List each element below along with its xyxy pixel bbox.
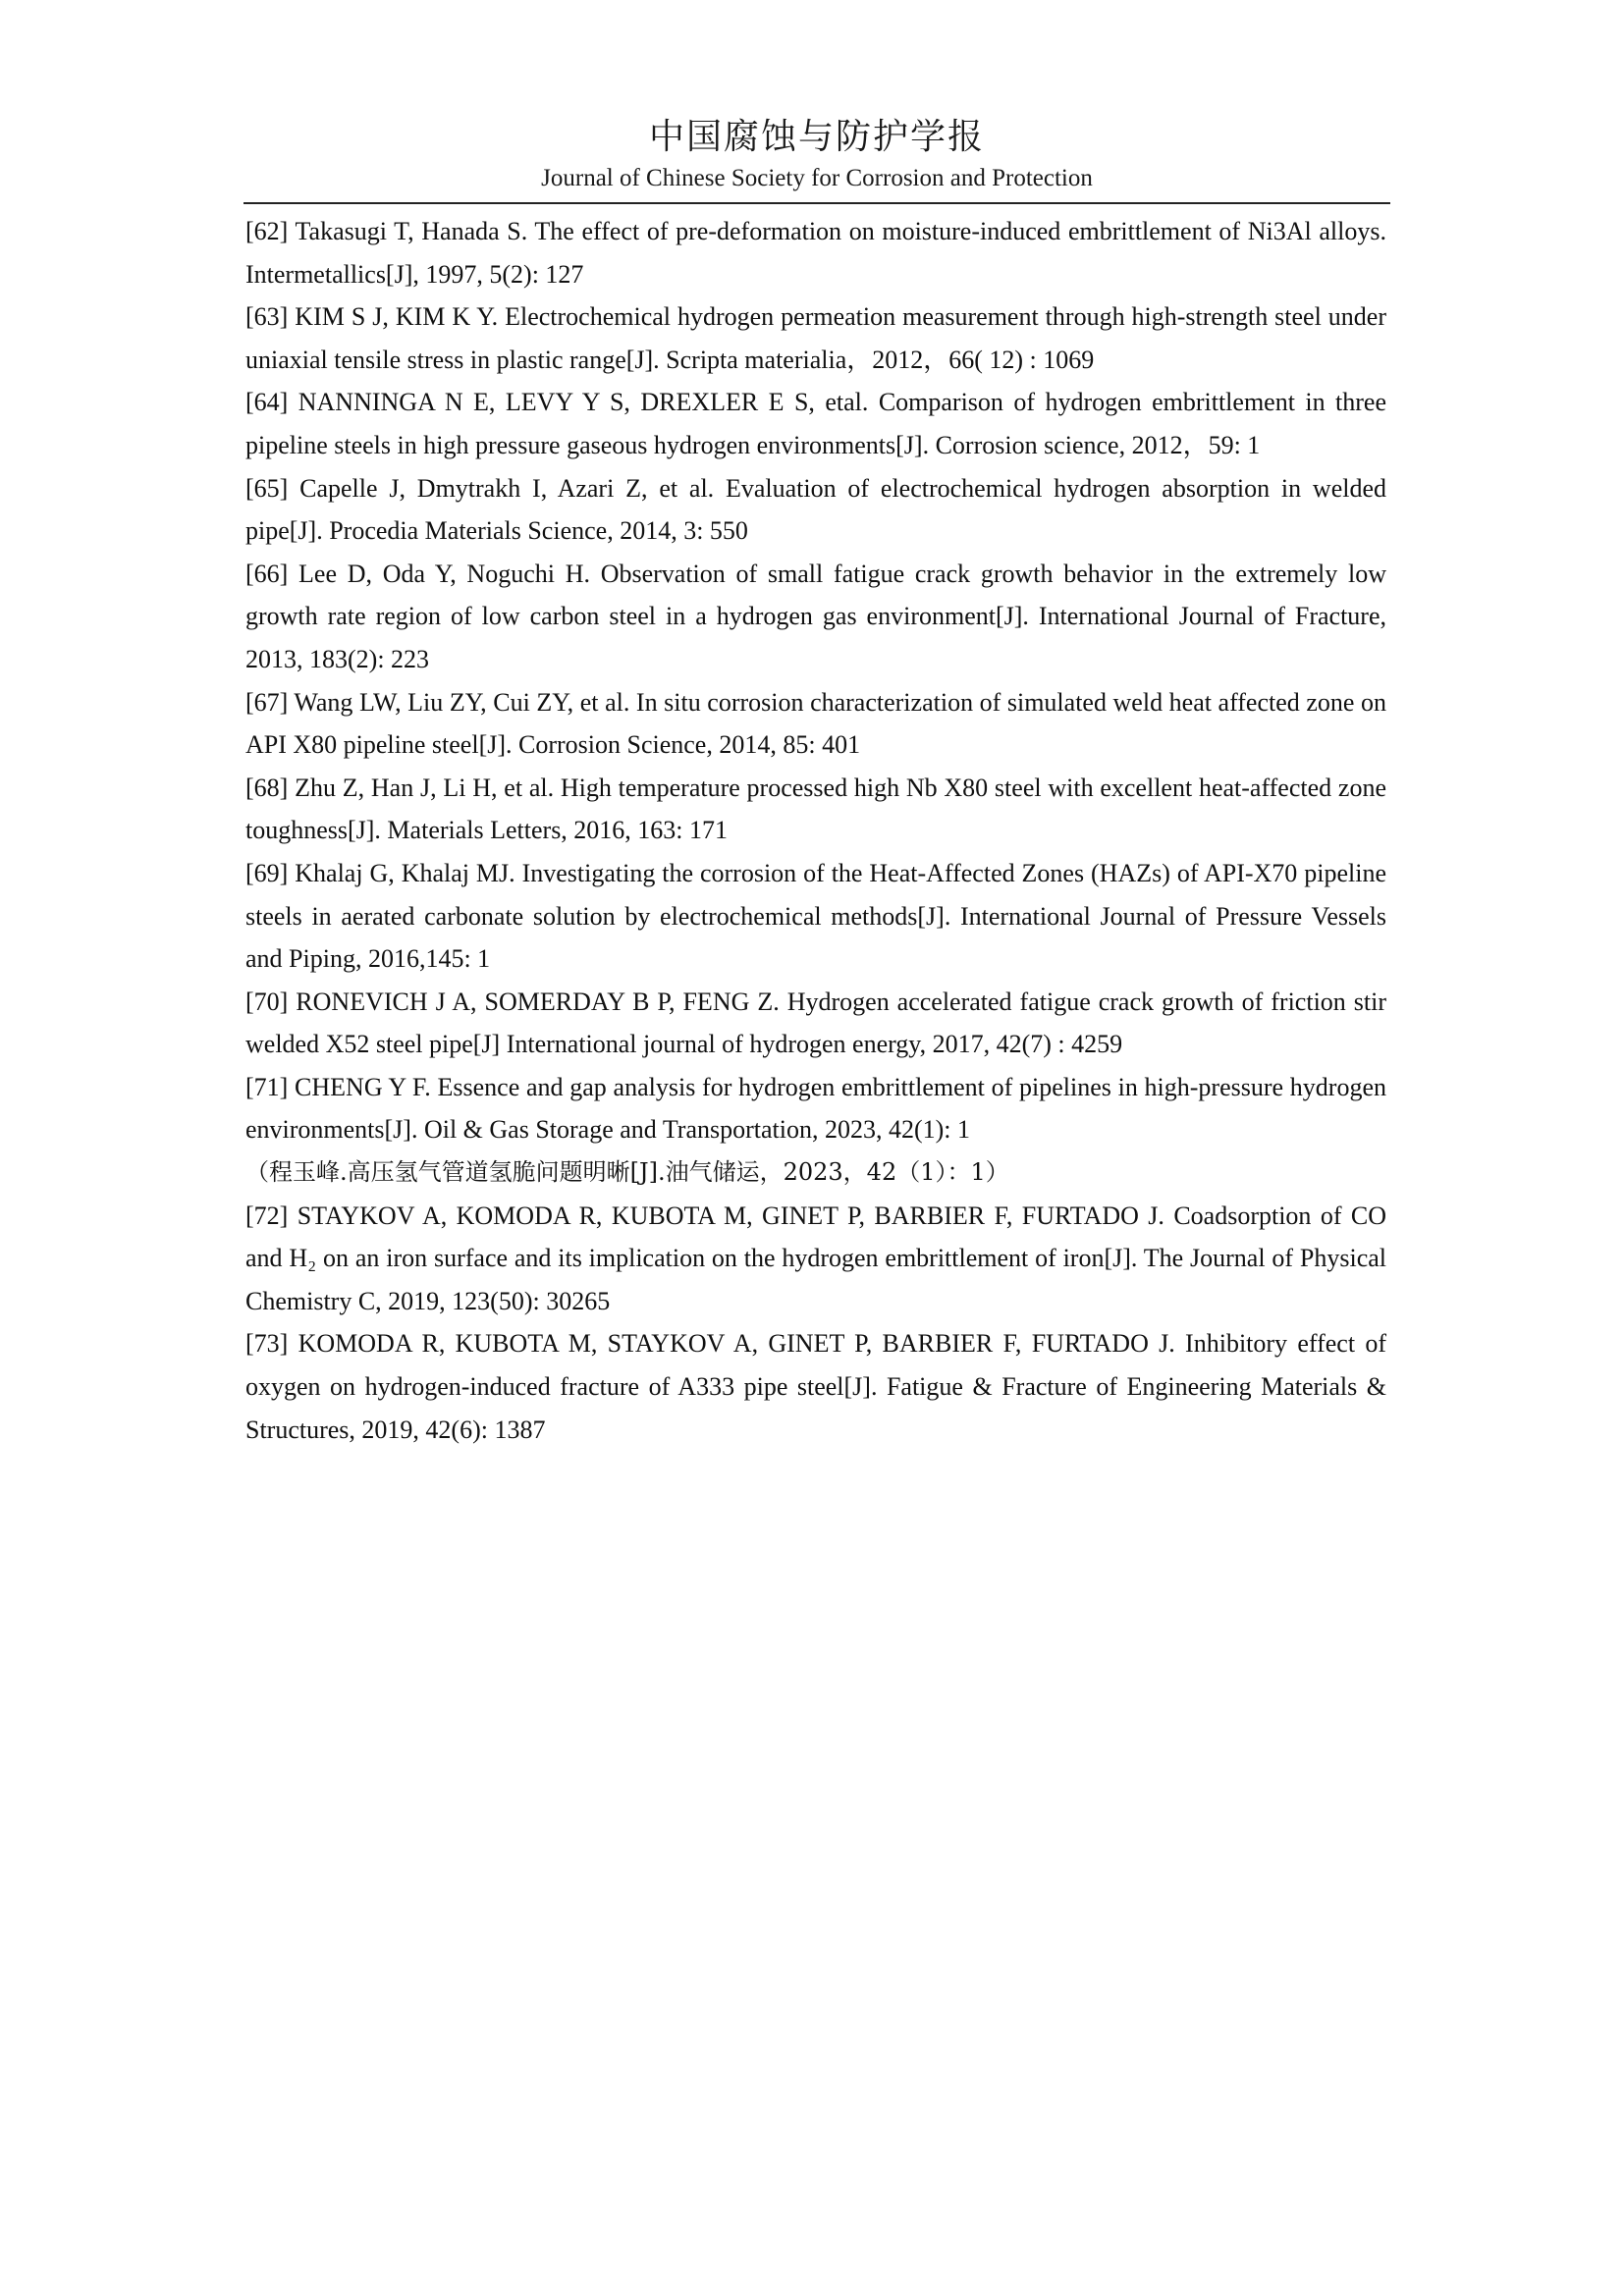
reference-68: [68] Zhu Z, Han J, Li H, et al. High temperature processed high Nb X80 steel with excellent heat-affected zone toughness[J]. Materials Letters, 2016, 163: 171 <box>245 773 1386 845</box>
reference-73: [73] KOMODA R, KUBOTA M, STAYKOV A, GINET P, BARBIER F, FURTADO J. Inhibitory effect of oxygen on hydrogen-induced fracture of A333 pipe steel[J]. Fatigue & Fracture of Engineering Materials & Structures, 2019, 42(6): 1387 <box>245 1329 1386 1444</box>
reference-66: [66] Lee D, Oda Y, Noguchi H. Observation of small fatigue crack growth behavior in the extremely low growth rate region of low carbon steel in a hydrogen gas environment[J]. International Journal of Fracture, 2013, 183(2): 223 <box>245 559 1386 673</box>
reference-62: [62] Takasugi T, Hanada S. The effect of pre-deformation on moisture-induced embrittlement of Ni3Al alloys. Intermetallics[J], 1997, 5(2): 127 <box>245 217 1386 289</box>
reference-65: [65] Capelle J, Dmytrakh I, Azari Z, et al. Evaluation of electrochemical hydrogen absorption in welded pipe[J]. Procedia Materials Science, 2014, 3: 550 <box>245 473 1386 546</box>
reference-67: [67] Wang LW, Liu ZY, Cui ZY, et al. In situ corrosion characterization of simulated weld heat affected zone on API X80 pipeline steel[J]. Corrosion Science, 2014, 85: 401 <box>245 687 1386 760</box>
reference-69: [69] Khalaj G, Khalaj MJ. Investigating the corrosion of the Heat-Affected Zones (HAZs) of API-X70 pipeline steels in aerated carbonate solution by electrochemical methods[J]. International Journal of Pressure Vessels and Piping, 2016,145: 1 <box>245 858 1386 974</box>
page-header <box>244 112 1390 194</box>
header-divider <box>244 202 1390 204</box>
reference-71-chinese: （程玉峰.高压氢气管道氢脆问题明晰[J].油气储运，2023，42（1）：1） <box>245 1158 1009 1187</box>
journal-title-english: Journal of Chinese Society for Corrosion and Protection <box>541 165 1093 191</box>
reference-63: [63] KIM S J, KIM K Y. Electrochemical hydrogen permeation measurement through high-strength steel under uniaxial tensile stress in plastic range[J]. Scripta materialia，2012，66( 12) : 1069 <box>245 302 1386 374</box>
reference-list <box>245 210 1386 1451</box>
reference-70: [70] RONEVICH J A, SOMERDAY B P, FENG Z. Hydrogen accelerated fatigue crack growth of friction stir welded X52 steel pipe[J] International journal of hydrogen energy, 2017, 42(7) : 4259 <box>245 987 1386 1059</box>
reference-64: [64] NANNINGA N E, LEVY Y S, DREXLER E S, etal. Comparison of hydrogen embrittlement in three pipeline steels in high pressure gaseous hydrogen environments[J]. Corrosion science, 2012，59: 1 <box>245 388 1386 459</box>
reference-72: [72] STAYKOV A, KOMODA R, KUBOTA M, GINET P, BARBIER F, FURTADO J. Coadsorption of CO and H₂ on an iron surface and its implication on the hydrogen embrittlement of iron[J]. The Journal of Physical Chemistry C, 2019, 123(50): 30265 <box>245 1201 1386 1315</box>
journal-title-chinese: 中国腐蚀与防护学报 <box>648 117 985 157</box>
reference-71: [71] CHENG Y F. Essence and gap analysis for hydrogen embrittlement of pipelines in high-pressure hydrogen environments[J]. Oil & Gas Storage and Transportation, 2023, 42(1): 1 <box>245 1072 1386 1145</box>
